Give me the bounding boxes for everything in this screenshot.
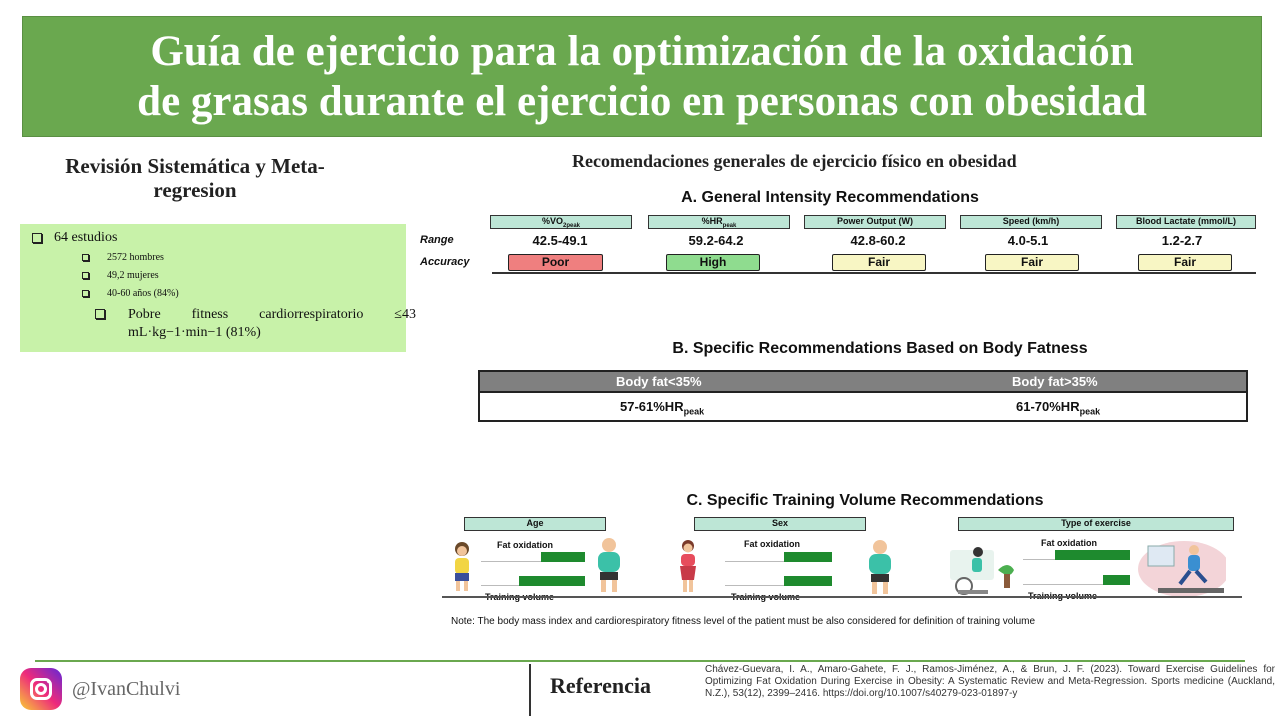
accuracy-badge: High [666,254,760,271]
checkbox-icon [95,309,105,319]
left-title-line-2: regresion [153,178,237,202]
fat-oxidation-bar [784,552,832,562]
cycling-figure-icon [948,540,1020,598]
instagram-icon[interactable] [20,668,62,710]
sub-item-text: 2572 hombres [107,252,164,263]
training-volume-bar [519,576,585,586]
left-title-line-1: Revisión Sistemática y Meta- [65,154,325,178]
body-fat-low-header: Body fat<35% [616,374,702,389]
child-figure-icon [446,540,478,596]
fitness-item [100,306,416,342]
accuracy-badge: Fair [985,254,1079,271]
header-sex: Sex [694,517,866,531]
left-section-title [20,154,370,202]
title-line-1: Guía de ejercicio para la optimización de la oxidación [150,27,1134,75]
header-hrpeak: $\%HR_{peak}$ [648,215,790,229]
header-power-output: Power Output (W) [804,215,946,229]
training-volume-bar [784,576,832,586]
checkbox-icon [82,272,89,279]
range-value: 42.5-49.1 [532,233,588,248]
male-figure-icon [864,538,896,598]
header-type-of-exercise: Type of exercise [958,517,1234,531]
reference-citation: Chávez-Guevara, I. A., Amaro-Gahete, F. J., Ramos-Jiménez, A., & Brun, J. F. (2023). Toward Exercise Guidelines for Optimizing Fat Oxidation During Exercise in Obesity: A Systematic Review and Meta-Regression. Sports medicine (Auckland, N.Z.), 53(12), 2399–2416. https://doi.org/10.1007/s40279-023-01897-y [705,664,1275,699]
section-c-title: C. Specific Training Volume Recommendations [686,492,1044,509]
checkbox-icon [32,233,42,243]
training-volume-bar [1103,575,1130,585]
studies-text: 64 estudios [54,230,118,245]
header-vo2peak: $\%VO_{2peak}$ [490,215,632,229]
studies-box [20,224,416,352]
sub-item-text: 49,2 mujeres [107,270,159,281]
section-b-title: B. Specific Recommendations Based on Body Fatness [672,340,1088,357]
footer-divider [35,660,1245,662]
female-figure-icon [674,538,702,598]
section-c-rule [442,596,1242,598]
header-speed: Speed (km/h) [960,215,1102,229]
fat-oxidation-bar [541,552,585,562]
sub-item [82,288,179,299]
title-line-2: de grasas durante el ejercicio en personas con obesidad [137,77,1147,125]
body-fat-table-header [480,372,1246,393]
section-a-rule [492,272,1256,274]
body-fat-low-value: $57-61\%HR_{peak}$ [620,399,705,417]
footer-separator [529,664,531,716]
body-fat-table [478,370,1248,422]
fat-oxidation-label: Fat oxidation [497,540,553,550]
header-blood-lactate: Blood Lactate (mmol/L) [1116,215,1256,229]
range-value: 4.0-5.1 [1007,233,1049,248]
fat-oxidation-label: Fat oxidation [1041,538,1097,548]
sub-item [82,252,164,263]
fitness-text: Pobre fitness cardiorrespiratorio ≤43 mL·kg−1·min−1 (81%) [128,307,416,340]
checkbox-icon [82,290,89,297]
sub-item [82,270,159,281]
range-label: Range [420,234,454,246]
title-banner [22,16,1262,137]
reference-label: Referencia [550,673,651,698]
checkbox-icon [82,254,89,261]
section-a-title: A. General Intensity Recommendations [681,189,979,206]
header-age: Age [464,517,606,531]
fat-oxidation-label: Fat oxidation [744,539,800,549]
studies-item [32,230,117,246]
treadmill-running-icon [1134,538,1226,600]
accuracy-badge: Poor [508,254,603,271]
fat-oxidation-bar [1055,550,1130,560]
range-value: 59.2-64.2 [688,233,744,248]
body-fat-high-value: $61-70\%HR_{peak}$ [1016,399,1101,417]
accuracy-label: Accuracy [420,256,470,268]
range-value: 42.8-60.2 [850,233,906,248]
sub-item-text: 40-60 años (84%) [107,288,179,299]
training-volume-note: Note: The body mass index and cardiorespiratory fitness level of the patient must be also considered for definition of training volume [451,616,1036,627]
range-value: 1.2-2.7 [1161,233,1203,248]
recommendations-title: Recomendaciones generales de ejercicio físico en obesidad [572,151,1017,171]
body-fat-high-header: Body fat>35% [1012,374,1098,389]
instagram-handle[interactable]: @IvanChulvi [72,678,181,700]
adult-figure-icon [592,536,626,596]
accuracy-badge: Fair [832,254,926,271]
accuracy-badge: Fair [1138,254,1232,271]
